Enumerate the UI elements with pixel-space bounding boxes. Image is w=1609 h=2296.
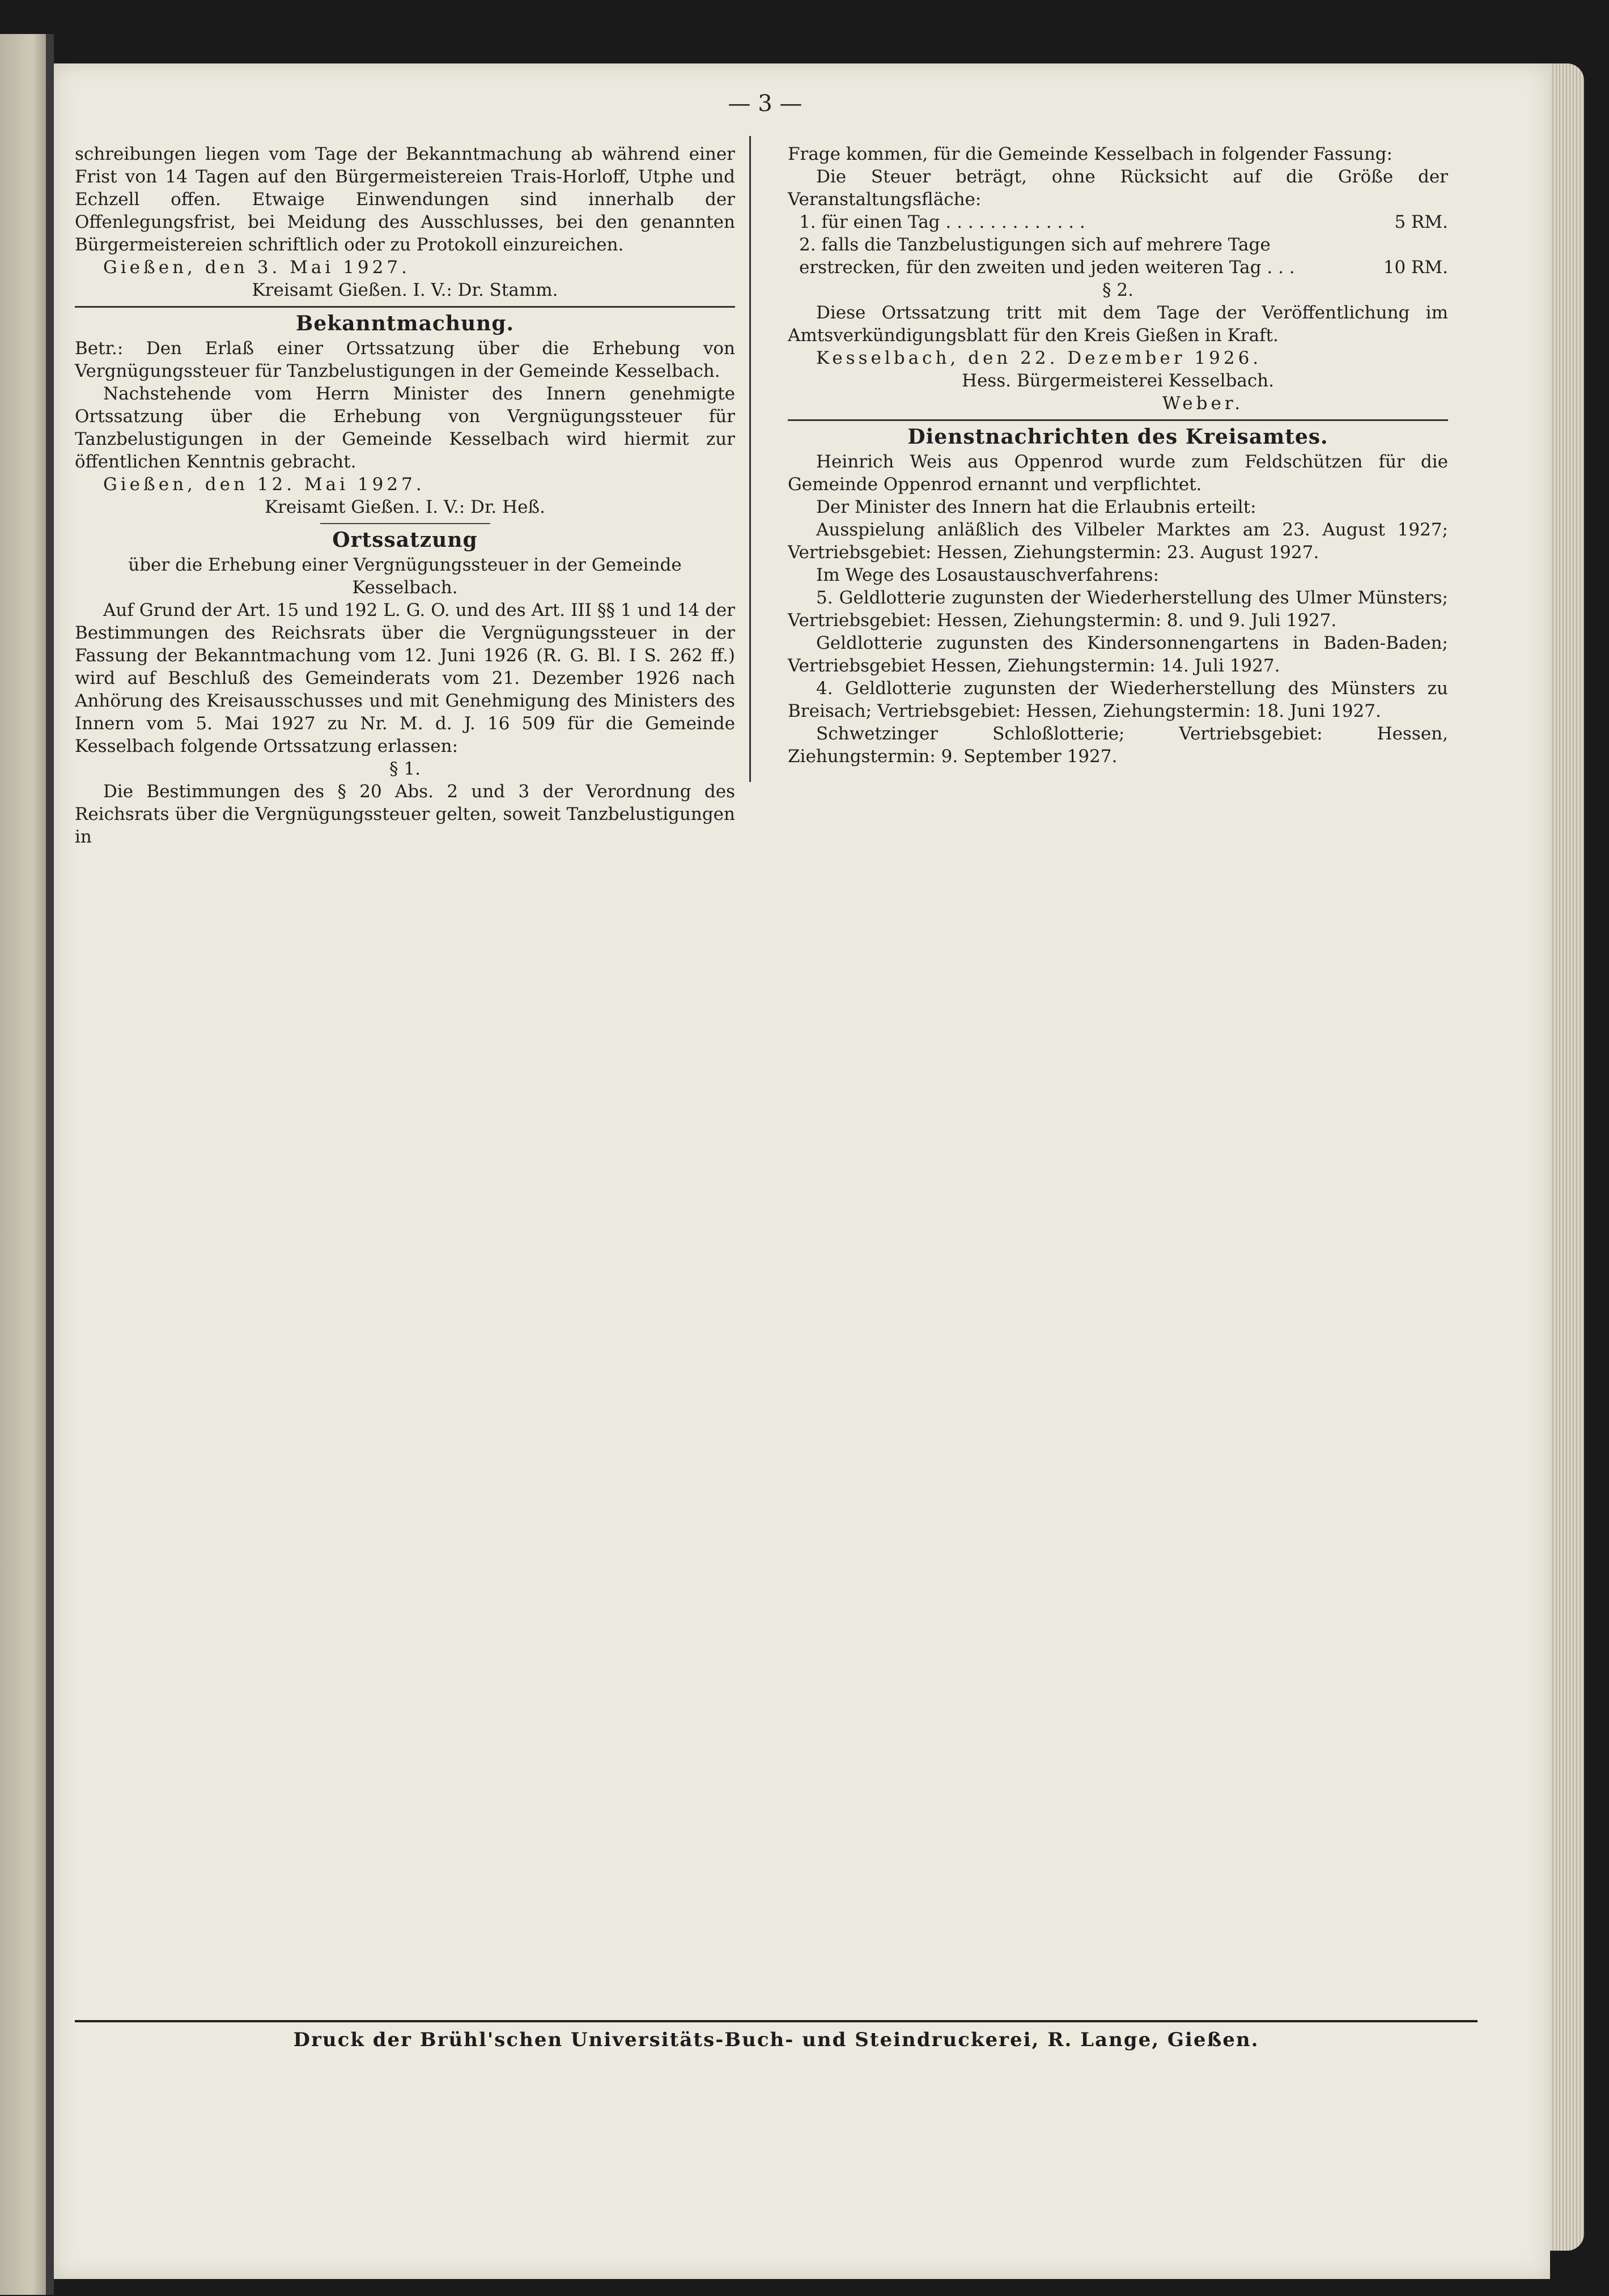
list-item-value: 5 RM. [1394,212,1448,232]
paragraph: Diese Ortssatzung tritt mit dem Tage der Veröffentlichung im Amtsverkündigungsblatt für den Kreis Gießen in Kraft. [788,303,1448,346]
date-line: Gießen, den 12. Mai 1927. [103,474,425,495]
paragraph: schreibungen liegen vom Tage der Bekanntmachung ab während einer Frist von 14 Tagen auf den Bürgermeistereien Trais-Horloff, Utphe und Echzell offen. Etwaige Einwendungen sind innerhalb der Offenlegungsfrist, bei Meidung des Ausschlusses, bei den genannten Bürgermeistereien schriftlich oder zu Protokoll einzureichen. [75,144,735,255]
paragraph: Im Wege des Losaustauschverfahrens: [816,565,1159,585]
paragraph: Auf Grund der Art. 15 und 192 L. G. O. und des Art. III §§ 1 und 14 der Bestimmungen des Reichsrats über die Vergnügungssteuer in der Fassung der Bekanntmachung vom 12. Juni 1926 (R. G. Bl. I S. 262 ff.) wird auf Beschluß des Gemeinderats vom 21. Dezember 1926 nach Anhörung des Kreisausschusses und mit Genehmigung des Ministers des Innern vom 5. Mai 1927 zu Nr. M. d. J. 16 509 für die Gemeinde Kesselbach folgende Ortssatzung erlassen: [75,600,735,756]
paragraph: Frage kommen, für die Gemeinde Kesselbach in folgender Fassung: [788,144,1393,164]
page-stack-edges [1550,63,1584,2251]
section-heading: Bekanntmachung. [295,312,515,335]
right-column [788,143,1448,768]
divider [75,306,735,308]
paragraph: Nachstehende vom Herrn Minister des Innern genehmigte Ortssatzung über die Erhebung von Vergnügungssteuer für Tanzbelustigungen in der Gemeinde Kesselbach wird hiermit zur öffentlichen Kenntnis gebracht. [75,384,735,472]
date-line: Gießen, den 3. Mai 1927. [103,257,410,278]
left-page-edge [0,34,54,2295]
page-number: — 3 — [728,91,803,117]
paragraph: Die Bestimmungen des § 20 Abs. 2 und 3 der Verordnung des Reichsrats über die Vergnügungssteuer gelten, soweit Tanzbelustigungen in [75,781,735,847]
section-heading: Ortssatzung [332,528,478,552]
signature: Hess. Bürgermeisterei Kesselbach. [961,371,1275,391]
list-item-label: 2. falls die Tanzbelustigungen sich auf mehrere Tage erstrecken, für den zweiten und jeden weiteren Tag . . . [799,235,1295,278]
signature: Kreisamt Gießen. I. V.: Dr. Heß. [264,497,546,517]
paragraph: 5. Geldlotterie zugunsten der Wiederherstellung des Ulmer Münsters; Vertriebsgebiet: Hessen, Ziehungstermin: 8. und 9. Juli 1927. [788,588,1448,631]
subheading: über die Erhebung einer Vergnügungssteuer in der Gemeinde Kesselbach. [128,555,682,598]
date-line: Kesselbach, den 22. Dezember 1926. [816,348,1262,368]
list-item-value: 10 RM. [1383,257,1448,278]
printer-imprint: Druck der Brühl'schen Universitäts-Buch- und Steindruckerei, R. Lange, Gießen. [293,2029,1259,2051]
subject-line: Betr.: Den Erlaß einer Ortssatzung über die Erhebung von Vergnügungssteuer für Tanzbelustigungen in der Gemeinde Kesselbach. [75,338,735,381]
paragraph: Schwetzinger Schloßlotterie; Vertriebsgebiet: Hessen, Ziehungstermin: 9. September 1927. [788,724,1448,767]
list-item-label: 1. für einen Tag . . . . . . . . . . . . . [799,212,1085,232]
paragraph-symbol: § 1. [389,759,421,779]
footer-rule [75,2020,1478,2022]
left-column [75,143,735,848]
signature: Kreisamt Gießen. I. V.: Dr. Stamm. [252,280,558,300]
paragraph: Heinrich Weis aus Oppenrod wurde zum Feldschützen für die Gemeinde Oppenrod ernannt und verpflichtet. [788,452,1448,495]
list-item [788,233,1448,279]
paragraph: Geldlotterie zugunsten des Kindersonnengartens in Baden-Baden; Vertriebsgebiet Hessen, Ziehungstermin: 14. Juli 1927. [788,633,1448,676]
signature-name: Weber. [1162,393,1244,414]
list-item [788,211,1448,233]
section-heading: Dienstnachrichten des Kreisamtes. [907,425,1328,449]
paragraph: Der Minister des Innern hat die Erlaubnis erteilt: [816,497,1256,517]
divider [788,419,1448,421]
divider [320,523,490,524]
binding [46,34,54,2295]
paragraph: Ausspielung anläßlich des Vilbeler Marktes am 23. August 1927; Vertriebsgebiet: Hessen, Ziehungstermin: 23. August 1927. [788,520,1448,563]
paragraph: 4. Geldlotterie zugunsten der Wiederherstellung des Münsters zu Breisach; Vertriebsgebiet: Hessen, Ziehungstermin: 18. Juni 1927. [788,678,1448,721]
column-divider [749,136,751,782]
paragraph-symbol: § 2. [1102,280,1133,300]
paragraph: Die Steuer beträgt, ohne Rücksicht auf die Größe der Veranstaltungsfläche: [788,167,1448,210]
